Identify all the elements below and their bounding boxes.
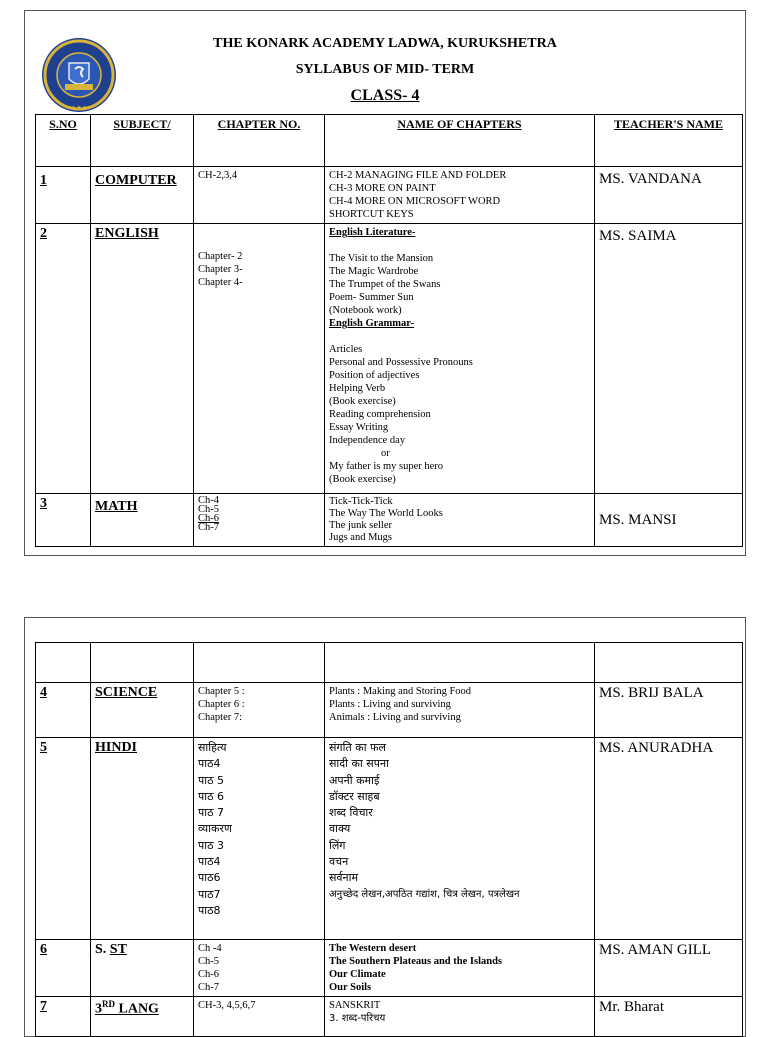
chapter-line: Articles	[329, 344, 363, 355]
chapter-line: SHORTCUT KEYS	[329, 209, 414, 220]
chapter-names-cell	[325, 738, 595, 940]
chapter-no-line: पाठ7	[198, 887, 221, 901]
sno-cell: 7	[36, 997, 91, 1037]
chapter-no-line: Chapter 6 :	[198, 699, 245, 710]
table-row-third-language	[36, 997, 743, 1037]
sno-cell: 3	[36, 494, 91, 547]
table-row-computer	[36, 167, 743, 224]
chapter-no-line: Chapter 4-	[198, 277, 243, 288]
class-title: CLASS- 4	[350, 87, 420, 104]
chapter-line: Animals : Living and surviving	[329, 712, 461, 723]
subject-cell: HINDI	[91, 738, 194, 940]
chapter-no-line: Chapter- 2	[198, 251, 243, 262]
table-row-sst	[36, 940, 743, 997]
chapter-line: Plants : Making and Storing Food	[329, 686, 472, 697]
chapter-line: शब्द विचार	[329, 806, 373, 820]
chapter-no-line: साहित्य	[198, 741, 227, 754]
chapter-no-cell	[194, 224, 325, 494]
teacher-cell: MS. VANDANA	[595, 167, 743, 224]
subject-label: LANG	[115, 1001, 159, 1017]
table-blank-row	[36, 643, 743, 683]
teacher-cell: MS. AMAN GILL	[595, 940, 743, 997]
chapter-no-line: पाठ 3	[198, 838, 224, 852]
col-header-chapter-names: NAME OF CHAPTERS	[325, 115, 595, 167]
chapter-line: Jugs and Mugs	[329, 532, 393, 543]
svg-text:★ ★ ★: ★ ★ ★	[71, 106, 87, 111]
chapter-no-line: Ch-5	[198, 504, 219, 515]
blank-cell	[595, 643, 743, 683]
chapter-line: संगति का फल	[329, 741, 386, 754]
chapter-line: The junk seller	[329, 520, 392, 531]
chapter-line: The Visit to the Mansion	[329, 253, 434, 264]
chapter-no-cell	[194, 683, 325, 738]
chapter-line: My father is my super hero	[329, 461, 444, 472]
teacher-cell: MS. SAIMA	[595, 224, 743, 494]
blank-cell	[325, 643, 595, 683]
teacher-cell: MS. ANURADHA	[595, 738, 743, 940]
literature-heading: English Literature-	[329, 227, 416, 238]
chapter-no-line: पाठ8	[198, 903, 221, 917]
chapter-line: Personal and Possessive Pronouns	[329, 357, 473, 368]
col-header-chapter-no: CHAPTER NO.	[194, 115, 325, 167]
chapter-no-line: Ch-4	[198, 495, 219, 506]
col-header-teacher: TEACHER'S NAME	[595, 115, 743, 167]
chapter-line: अपनी कमाई	[329, 773, 380, 787]
table-row-hindi	[36, 738, 743, 940]
chapter-no-cell: CH-3, 4,5,6,7	[194, 997, 325, 1037]
chapter-no-line: पाठ 7	[198, 806, 224, 820]
chapter-line: सादी का सपना	[329, 757, 389, 771]
page-two	[24, 617, 746, 1037]
subject-cell: COMPUTER	[91, 167, 194, 224]
chapter-line: SANSKRIT	[329, 1000, 381, 1011]
sno-cell: 1	[36, 167, 91, 224]
chapter-line: डॉक्टर साहब	[329, 789, 380, 803]
chapter-names-cell	[325, 494, 595, 547]
table-row-english	[36, 224, 743, 494]
sno-cell: 5	[36, 738, 91, 940]
chapter-line: (Book exercise)	[329, 474, 396, 485]
teacher-cell: Mr. Bharat	[595, 997, 743, 1037]
subject-prefix: S.	[95, 942, 110, 957]
chapter-no-cell	[194, 494, 325, 547]
chapter-line: वचन	[329, 855, 349, 869]
subject-cell: ENGLISH	[91, 224, 194, 494]
teacher-cell: MS. BRIJ BALA	[595, 683, 743, 738]
chapter-line: (Notebook work)	[329, 305, 402, 316]
syllabus-table	[35, 114, 743, 547]
subject-cell	[91, 940, 194, 997]
chapter-no-line: पाठ4	[198, 855, 221, 869]
chapter-no-line: Chapter 7:	[198, 712, 243, 723]
page-one	[24, 10, 746, 556]
chapter-line: Helping Verb	[329, 383, 386, 394]
chapter-line: Our Soils	[329, 982, 372, 993]
chapter-no-line: Chapter 3-	[198, 264, 243, 275]
chapter-line: CH-3 MORE ON PAINT	[329, 183, 436, 194]
chapter-line: Independence day	[329, 435, 406, 446]
col-header-subject: SUBJECT/	[91, 115, 194, 167]
chapter-line: Our Climate	[329, 969, 386, 980]
chapter-line: Position of adjectives	[329, 370, 420, 381]
blank-cell	[91, 643, 194, 683]
chapter-names-cell	[325, 167, 595, 224]
chapter-no-line: पाठ 5	[198, 773, 224, 787]
chapter-line: 3. शब्द-परिचय	[329, 1013, 386, 1024]
blank-cell	[36, 643, 91, 683]
chapter-line: Plants : Living and surviving	[329, 699, 451, 710]
chapter-line: The Way The World Looks	[329, 508, 443, 519]
chapter-no-line: पाठ4	[198, 757, 221, 771]
chapter-no-line: Ch -4	[198, 943, 222, 954]
subject-number: 3	[95, 1001, 102, 1017]
chapter-line: Essay Writing	[329, 422, 389, 433]
sno-cell: 4	[36, 683, 91, 738]
chapter-line: Poem- Summer Sun	[329, 292, 414, 303]
chapter-line: (Book exercise)	[329, 396, 396, 407]
school-name: THE KONARK ACADEMY LADWA, KURUKSHETRA	[213, 36, 557, 51]
chapter-names-cell	[325, 940, 595, 997]
subject-label: ST	[109, 942, 127, 957]
chapter-no-cell	[194, 738, 325, 940]
chapter-no-line: पाठ6	[198, 871, 221, 885]
chapter-line: वाक्य	[329, 822, 351, 836]
chapter-line: The Trumpet of the Swans	[329, 279, 441, 290]
chapter-line: Tick-Tick-Tick	[329, 496, 393, 507]
chapter-line: CH-4 MORE ON MICROSOFT WORD	[329, 196, 501, 207]
chapter-line: The Magic Wardrobe	[329, 266, 419, 277]
subject-cell: MATH	[91, 494, 194, 547]
chapter-no-cell: CH-2,3,4	[194, 167, 325, 224]
chapter-no-line: Ch-6	[198, 969, 219, 980]
chapter-line: The Western desert	[329, 943, 417, 954]
table-row-math	[36, 494, 743, 547]
teacher-cell: MS. MANSI	[595, 494, 743, 547]
chapter-names-cell	[325, 683, 595, 738]
chapter-names-cell	[325, 224, 595, 494]
chapter-line: सर्वनाम	[329, 871, 359, 885]
chapter-no-line: Ch-7	[198, 522, 219, 533]
chapter-line: The Southern Plateaus and the Islands	[329, 956, 502, 967]
subject-superscript: RD	[102, 999, 115, 1009]
chapter-no-line: पाठ 6	[198, 789, 224, 803]
chapter-names-cell	[325, 997, 595, 1037]
syllabus-table-continued	[35, 642, 743, 1037]
col-header-sno: S.NO	[36, 115, 91, 167]
sno-cell: 2	[36, 224, 91, 494]
chapter-line: लिंग	[329, 838, 346, 852]
sno-cell: 6	[36, 940, 91, 997]
table-header-row	[36, 115, 743, 167]
syllabus-title: SYLLABUS OF MID- TERM	[295, 62, 475, 77]
chapter-no-line: Chapter 5 :	[198, 686, 245, 697]
chapter-no-cell	[194, 940, 325, 997]
table-row-science	[36, 683, 743, 738]
grammar-heading: English Grammar-	[329, 318, 415, 329]
subject-cell	[91, 997, 194, 1037]
or-separator: or	[381, 448, 390, 459]
chapter-no-line: Ch-7	[198, 982, 219, 993]
chapter-no-line: व्याकरण	[198, 822, 232, 836]
chapter-no-line: Ch-5	[198, 956, 219, 967]
blank-cell	[194, 643, 325, 683]
chapter-line: Reading comprehension	[329, 409, 431, 420]
chapter-no-line: Ch-6	[198, 513, 219, 524]
subject-cell: SCIENCE	[91, 683, 194, 738]
chapter-line: CH-2 MANAGING FILE AND FOLDER	[329, 170, 507, 181]
chapter-line: अनुच्छेद लेखन,अपठित गद्यांश, चित्र लेखन, पत्रलेखन	[329, 888, 520, 900]
